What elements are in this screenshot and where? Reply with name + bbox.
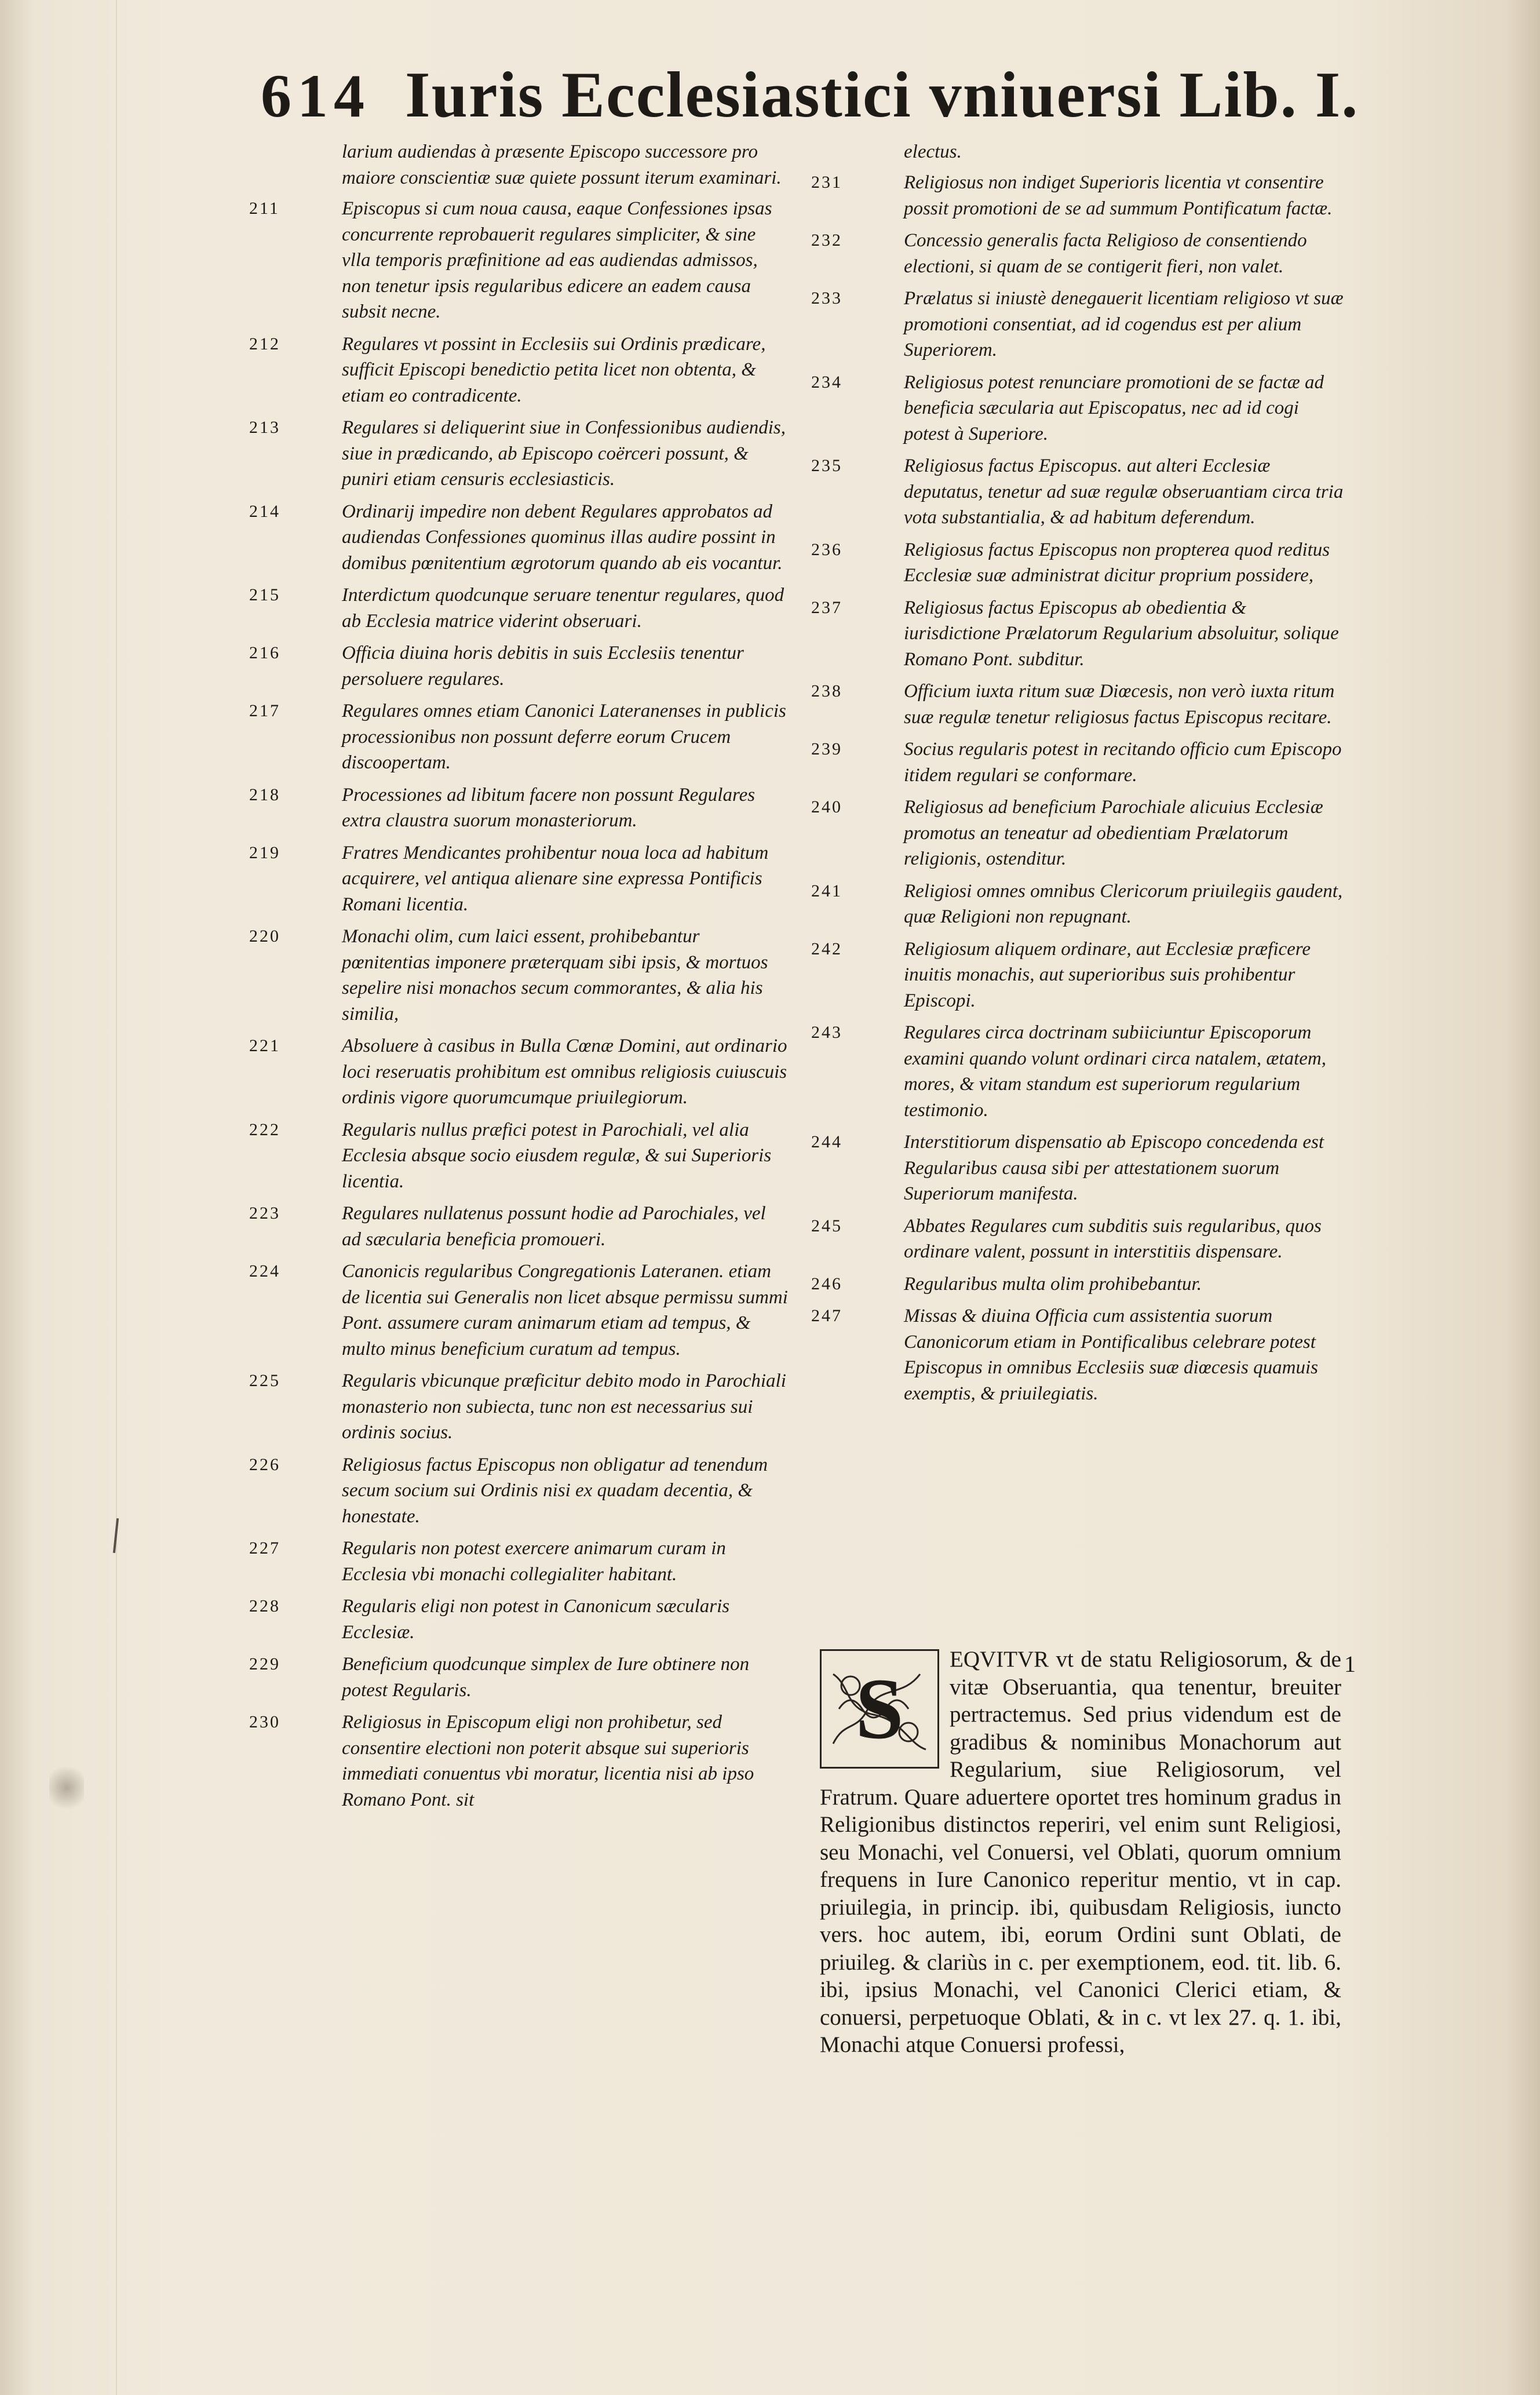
entry-text: Officia diuina horis debitis in suis Ecclesiis tenentur persoluere regulares. [342,643,744,690]
summary-entry [811,1129,1344,1207]
entry-text: Monachi olim, cum laici essent, prohibebantur pœnitentias imponere præterquam sibi ipsis, & mortuos sepelire nisi monachos secum commorantes, & alia his similia, [342,926,768,1025]
entry-text: Religiosus in Episcopum eligi non prohibetur, sed consentire electioni non poterit absque sui superioris immediati conuentus vbi moratur, licentia nisi ab ipso Romano Pont. sit [342,1712,754,1810]
summary-entry [811,453,1344,531]
main-text-block [820,1646,1341,2059]
summary-entry [249,1536,788,1587]
summary-entry [249,582,788,634]
entry-number: 233 [811,289,842,308]
entry-number: 215 [249,585,280,604]
entry-number: 244 [811,1132,842,1151]
summary-entry [811,1213,1344,1265]
left-entries-list [249,196,788,1813]
entry-text: Religiosus factus Episcopus ab obedientia & iurisdictione Prælatorum Regularium absoluitur, solique Romano Pont. subditur. [904,597,1339,670]
entry-text: Socius regularis potest in recitando officio cum Episcopo itidem regulari se conformare. [904,739,1342,786]
entry-text: Religiosus non indiget Superioris licentia vt consentire possit promotioni de se ad summum Pontificatum factæ. [904,172,1333,219]
page-fold-shadow [116,0,117,2395]
entry-text: Regularis non potest exercere animarum curam in Ecclesia vbi monachi collegialiter habitant. [342,1538,726,1585]
entry-number: 239 [811,739,842,759]
entry-text: Abbates Regulares cum subditis suis regularibus, quos ordinare valent, possunt in interstitiis dispensare. [904,1215,1322,1262]
entry-number: 211 [249,199,280,218]
summary-entry [249,1452,788,1530]
ink-smudge [49,1762,84,1814]
entry-number: 245 [811,1216,842,1235]
summary-entry [811,737,1344,788]
entry-number: 217 [249,701,280,720]
decorated-initial-icon [820,1649,939,1769]
page-number: 614 [261,62,370,130]
summary-entry [249,1117,788,1195]
entry-text: Episcopus si cum noua causa, eaque Confessiones ipsas concurrente reprobauerit regulares simpliciter, & sine vlla temporis præfinitione ad eas audiendas admissos, non tenetur ipsis regularibus edicere an eadem causa subsit necne. [342,198,772,322]
entry-text: Absoluere à casibus in Bulla Cœnæ Domini, aut ordinario loci reseruatis prohibitum est omnibus religiosis cuiuscuis ordinis vigore quorumcumque priuilegiorum. [342,1036,787,1108]
entry-text: Concessio generalis facta Religioso de consentiendo electioni, si quam de se contigerit fieri, non valet. [904,230,1307,277]
entry-number: 219 [249,843,280,862]
summary-entry [249,1033,788,1111]
entry-number: 234 [811,372,842,392]
entry-text: Regulares omnes etiam Canonici Lateranenses in publicis processionibus non possunt deferre eorum Crucem discoopertam. [342,701,786,773]
summary-entry [811,170,1344,221]
entry-number: 231 [811,173,842,192]
entry-text: Regularis vbicunque præficitur debito modo in Parochiali monasterio non subiecta, tunc non est necessarius sui ordinis socius. [342,1370,786,1443]
entry-number: 218 [249,785,280,804]
entry-text: Regulares nullatenus possunt hodie ad Parochiales, vel ad sæcularia beneficia promoueri. [342,1203,766,1250]
summary-entry [249,782,788,834]
entry-text: Interstitiorum dispensatio ab Episcopo concedenda est Regularibus causa sibi per attestationem suorum Superiorum manifesta. [904,1132,1324,1204]
summary-entry [811,794,1344,872]
summary-entry [249,1709,788,1813]
entry-number: 238 [811,681,842,701]
entry-number: 236 [811,539,842,559]
entry-number: 232 [811,231,842,250]
entry-text: Religiosi omnes omnibus Clericorum priuilegiis gaudent, quæ Religioni non repugnant. [904,880,1343,927]
summary-entry [811,679,1344,730]
entry-text: Religiosus potest renunciare promotioni de se factæ ad beneficia sæcularia aut Episcopatus, nec ad id cogi potest à Superiore. [904,371,1324,444]
summary-entry [249,698,788,776]
summary-entry [249,415,788,493]
entry-number: 241 [811,881,842,901]
entry-number: 224 [249,1262,280,1281]
entry-number: 214 [249,501,280,521]
entry-text: Regularis eligi non potest in Canonicum sæcularis Ecclesiæ. [342,1596,730,1643]
entry-number: 235 [811,456,842,475]
entry-number: 213 [249,418,280,437]
entry-number: 237 [811,597,842,617]
entry-text: Regulares si deliquerint siue in Confessionibus audiendis, siue in prædicando, ab Episcopo coërceri possunt, & puniri etiam censuris ecclesiasticis. [342,417,786,490]
entry-text: Religiosus factus Episcopus. aut alteri Ecclesiæ deputatus, tenetur ad suæ regulæ obseruantiam circa tria vota substantialia, & ad habitum deferendum. [904,455,1344,528]
entry-text: Ordinarij impedire non debent Regulares approbatos ad audiendas Confessiones quominus illas audire possint in domibus pœnitentium ægrotorum quando ab eis vocantur. [342,501,783,574]
entry-number: 228 [249,1596,280,1616]
entry-text: Regularibus multa olim prohibebantur. [904,1273,1202,1295]
entry-number: 227 [249,1539,280,1558]
page-header [261,58,1359,145]
right-entries-list [811,170,1344,1406]
entry-text: Prælatus si iniustè denegauerit licentiam religioso vt suæ promotioni consentiat, ad id cogendus est per alium Superiorem. [904,288,1344,360]
entry-number: 246 [811,1274,842,1293]
entry-number: 242 [811,939,842,958]
entry-text: Beneficium quodcunque simplex de Iure obtinere non potest Regularis. [342,1654,750,1701]
summary-entry [249,499,788,577]
right-continuation: electus. [904,141,962,162]
summary-entry [249,1201,788,1252]
entry-text: Religiosus factus Episcopus non propterea quod reditus Ecclesiæ suæ administrat dicitur proprium possidere, [904,539,1330,586]
entry-text: Fratres Mendicantes prohibentur noua loca ad habitum acquirere, vel antiqua alienare sine expressa Pontificis Romani licentia. [342,842,769,915]
right-column [811,139,1344,1413]
entry-text: Missas & diuina Officia cum assistentia suorum Canonicorum etiam in Pontificalibus celebrare potest Episcopus in omnibus Ecclesiis suæ diœcesis quamuis exemptis, & priuilegiatis. [904,1306,1318,1404]
entry-number: 216 [249,643,280,662]
left-continuation: larium audiendas à præsente Episcopo successore pro maiore conscientiæ suæ quiete possunt iterum examinari. [342,141,782,188]
entry-text: Regulares vt possint in Ecclesiis sui Ordinis prædicare, sufficit Episcopi benedictio petita licet non obtenta, & etiam eo contradicente. [342,333,766,406]
summary-entry [811,878,1344,930]
entry-text: Religiosus ad beneficium Parochiale alicuius Ecclesiæ promotus an teneatur ad obedientiam Prælatorum religionis, ostenditur. [904,797,1323,869]
summary-entry [249,331,788,409]
summary-entry [811,936,1344,1014]
summary-entry [249,840,788,918]
entry-number: 226 [249,1455,280,1474]
entry-number: 229 [249,1654,280,1674]
summary-entry [249,1368,788,1446]
entry-text: Interdictum quodcunque seruare tenentur regulares, quod ab Ecclesia matrice viderint obseruari. [342,585,784,632]
entry-number: 220 [249,927,280,946]
summary-entry [249,1652,788,1703]
entry-text: Regularis nullus præfici potest in Parochiali, vel alia Ecclesia absque socio eiusdem regulæ, & sui Superioris licentia. [342,1119,772,1192]
summary-entry [249,640,788,692]
entry-number: 223 [249,1204,280,1223]
summary-entry [811,1271,1344,1297]
entry-text: Officium iuxta ritum suæ Diœcesis, non verò iuxta ritum suæ regulæ tenetur religiosus factus Episcopus recitare. [904,681,1335,728]
main-text: EQVITVR vt de statu Religiosorum, & de vitæ Obseruantia, qua tenentur, breuiter pertractemus. Sed prius videndum est de gradibus & nominibus Monachorum aut Regularium, siue Religiosorum, vel Fratrum. Quare aduertere oportet tres hominum gradus in Religionibus distinctos reperiri, vel enim sunt Religiosi, seu Monachi, vel Conuersi, vel Oblati, quorum omnium frequens in Iure Canonico reperitur mentio, vt in cap. priuilegia, in princip. ibi, quibusdam Religiosis, iuncto vers. hoc autem, ibi, eorum Ordini sunt Oblati, de priuileg. & clariùs in c. per exemptionem, eod. tit. lib. 6. ibi, ipsius Monachi, vel Canonici Clerici etiam, & conuersi, perpetuoque Oblati, & in c. vt lex 27. q. 1. ibi, Monachi atque Conuersi professi, [820,1647,1341,2057]
summary-entry [249,924,788,1027]
entry-text: Regulares circa doctrinam subiiciuntur Episcoporum examini quando volunt ordinari circa natalem, ætatem, mores, & vitam standum est superiorum regularium testimonio. [904,1022,1326,1121]
summary-entry [249,196,788,325]
entry-number: 221 [249,1036,280,1055]
summary-entry [811,228,1344,279]
summary-entry [811,286,1344,363]
entry-number: 225 [249,1371,280,1390]
entry-text: Canonicis regularibus Congregationis Lateranen. etiam de licentia sui Generalis non licet absque permissu summi Pont. assumere curam animarum etiam ad tempus, & multo minus beneficium curatum ad tempus. [342,1261,788,1359]
margin-number: 1 [1344,1651,1356,1677]
entry-number: 212 [249,334,280,353]
summary-entry [811,1303,1344,1406]
entry-number: 230 [249,1712,280,1731]
summary-entry [811,1020,1344,1123]
entry-text: Religiosum aliquem ordinare, aut Ecclesiæ præficere inuitis monachis, aut superioribus suis prohibentur Episcopi. [904,938,1311,1011]
entry-number: 240 [811,797,842,816]
running-title: Iuris Ecclesiastici vniuersi Lib. I. [405,59,1359,131]
entry-text: Religiosus factus Episcopus non obligatur ad tenendum secum socium sui Ordinis nisi ex quadam decentia, & honestate. [342,1454,768,1527]
left-column [249,139,788,1819]
entry-number: 247 [811,1306,842,1325]
summary-entry [811,537,1344,589]
summary-entry [811,595,1344,673]
summary-entry [249,1594,788,1645]
entry-number: 243 [811,1023,842,1042]
summary-entry [811,370,1344,447]
entry-text: Processiones ad libitum facere non possunt Regulares extra claustra suorum monasteriorum. [342,784,756,831]
summary-entry [249,1259,788,1362]
dropcap-letter: S [855,1661,904,1757]
entry-number: 222 [249,1120,280,1139]
